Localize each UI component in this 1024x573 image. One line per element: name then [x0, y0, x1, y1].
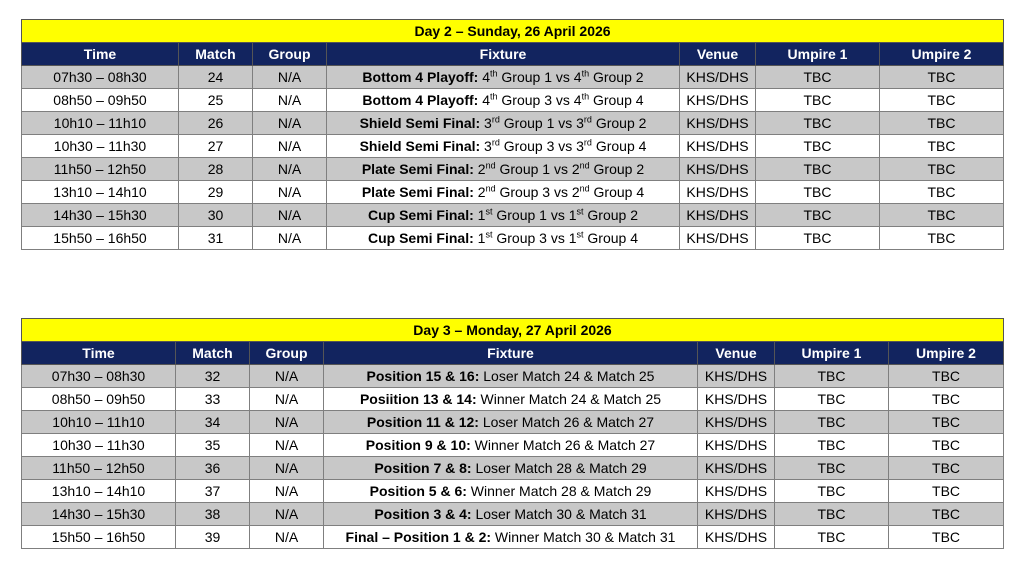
day3-title: Day 3 – Monday, 27 April 2026	[22, 319, 1004, 342]
col-fixture-header: Fixture	[327, 43, 680, 66]
umpire2-cell: TBC	[880, 66, 1004, 89]
match-cell: 29	[179, 181, 253, 204]
ordinal-suffix: st	[576, 229, 584, 240]
fixture-cell	[327, 181, 680, 204]
fixture-cell	[327, 89, 680, 112]
time-cell: 15h50 – 16h50	[22, 227, 179, 250]
match-cell: 25	[179, 89, 253, 112]
col-fixture-header: Fixture	[324, 342, 698, 365]
umpire1-cell: TBC	[775, 388, 889, 411]
umpire2-cell: TBC	[889, 411, 1004, 434]
group-cell: N/A	[253, 89, 327, 112]
fixture-text: Group 2	[589, 69, 644, 85]
group-cell: N/A	[253, 181, 327, 204]
umpire2-cell: TBC	[880, 135, 1004, 158]
fixture-label: Position 9 & 10:	[365, 437, 471, 453]
col-umpire2-header: Umpire 2	[889, 342, 1004, 365]
venue-cell: KHS/DHS	[698, 411, 775, 434]
venue-cell: KHS/DHS	[680, 89, 756, 112]
table-row	[22, 204, 1004, 227]
umpire2-cell: TBC	[880, 227, 1004, 250]
venue-cell: KHS/DHS	[698, 457, 775, 480]
group-cell: N/A	[250, 503, 324, 526]
match-cell: 37	[176, 480, 250, 503]
match-cell: 24	[179, 66, 253, 89]
fixture-label: Position 3 & 4:	[374, 506, 472, 522]
group-cell: N/A	[250, 411, 324, 434]
col-match-header: Match	[176, 342, 250, 365]
umpire1-cell: TBC	[756, 204, 880, 227]
fixture-text: Group 1 vs 2	[495, 161, 580, 177]
fixture-text: 2	[473, 161, 486, 177]
match-cell: 39	[176, 526, 250, 549]
time-cell: 08h50 – 09h50	[22, 89, 179, 112]
umpire1-cell: TBC	[775, 480, 889, 503]
table-row	[22, 158, 1004, 181]
time-cell: 07h30 – 08h30	[22, 66, 179, 89]
fixture-text: Group 4	[591, 138, 647, 154]
umpire2-cell: TBC	[889, 457, 1004, 480]
col-venue-header: Venue	[680, 43, 756, 66]
table-row	[22, 434, 1004, 457]
umpire1-cell: TBC	[756, 112, 880, 135]
fixture-cell	[327, 112, 680, 135]
umpire2-cell: TBC	[880, 89, 1004, 112]
venue-cell: KHS/DHS	[698, 503, 775, 526]
fixture-text: Group 3 vs 1	[492, 230, 577, 246]
fixture-cell	[324, 503, 698, 526]
fixture-text: Loser Match 28 & Match 29	[471, 460, 647, 476]
umpire1-cell: TBC	[775, 526, 889, 549]
umpire2-cell: TBC	[880, 112, 1004, 135]
venue-cell: KHS/DHS	[680, 158, 756, 181]
ordinal-suffix: nd	[485, 160, 496, 171]
fixture-text: Group 1 vs 4	[497, 69, 582, 85]
match-cell: 30	[179, 204, 253, 227]
col-time-header: Time	[22, 43, 179, 66]
fixture-label: Position 11 & 12:	[366, 414, 479, 430]
time-cell: 13h10 – 14h10	[22, 181, 179, 204]
match-cell: 31	[179, 227, 253, 250]
fixture-text: Group 4	[589, 92, 644, 108]
match-cell: 36	[176, 457, 250, 480]
col-group-header: Group	[250, 342, 324, 365]
ordinal-suffix: th	[581, 91, 590, 102]
group-cell: N/A	[250, 457, 324, 480]
table-row	[22, 457, 1004, 480]
fixture-text: Winner Match 24 & Match 25	[476, 391, 662, 407]
time-cell: 15h50 – 16h50	[22, 526, 176, 549]
fixture-cell	[324, 457, 698, 480]
fixture-text: 1	[473, 207, 486, 223]
fixture-cell	[327, 204, 680, 227]
venue-cell: KHS/DHS	[680, 181, 756, 204]
umpire1-cell: TBC	[756, 135, 880, 158]
fixture-label: Posiition 13 & 14:	[359, 391, 477, 407]
umpire2-cell: TBC	[889, 526, 1004, 549]
day2-title: Day 2 – Sunday, 26 April 2026	[22, 20, 1004, 43]
day2-title-row	[22, 20, 1004, 43]
table-row	[22, 388, 1004, 411]
time-cell: 07h30 – 08h30	[22, 365, 176, 388]
table-row	[22, 480, 1004, 503]
fixture-label: Position 5 & 6:	[369, 483, 467, 499]
fixture-label: Bottom 4 Playoff:	[362, 69, 479, 85]
col-match-header: Match	[179, 43, 253, 66]
fixture-text: Group 4	[583, 230, 639, 246]
ordinal-suffix: nd	[579, 183, 590, 194]
ordinal-suffix: st	[485, 229, 493, 240]
fixture-label: Position 7 & 8:	[374, 460, 472, 476]
group-cell: N/A	[253, 204, 327, 227]
umpire2-cell: TBC	[880, 204, 1004, 227]
group-cell: N/A	[250, 388, 324, 411]
ordinal-suffix: rd	[491, 137, 500, 148]
fixture-text: 3	[480, 138, 492, 154]
group-cell: N/A	[250, 480, 324, 503]
fixture-cell	[324, 434, 698, 457]
umpire1-cell: TBC	[775, 434, 889, 457]
venue-cell: KHS/DHS	[698, 526, 775, 549]
match-cell: 34	[176, 411, 250, 434]
table-row	[22, 411, 1004, 434]
venue-cell: KHS/DHS	[680, 135, 756, 158]
umpire1-cell: TBC	[756, 227, 880, 250]
fixture-text: 2	[473, 184, 486, 200]
table-row	[22, 112, 1004, 135]
ordinal-suffix: st	[485, 206, 493, 217]
venue-cell: KHS/DHS	[698, 388, 775, 411]
fixture-cell	[324, 365, 698, 388]
fixture-text: Loser Match 24 & Match 25	[479, 368, 655, 384]
fixture-text: Group 4	[589, 184, 645, 200]
fixture-cell	[324, 411, 698, 434]
fixture-text: Group 3 vs 2	[495, 184, 580, 200]
ordinal-suffix: rd	[583, 114, 592, 125]
table-row	[22, 227, 1004, 250]
fixture-cell	[324, 388, 698, 411]
time-cell: 14h30 – 15h30	[22, 503, 176, 526]
umpire1-cell: TBC	[775, 503, 889, 526]
match-cell: 35	[176, 434, 250, 457]
fixture-text: 4	[478, 69, 490, 85]
match-cell: 27	[179, 135, 253, 158]
venue-cell: KHS/DHS	[698, 434, 775, 457]
umpire1-cell: TBC	[775, 365, 889, 388]
fixture-label: Position 15 & 16:	[366, 368, 480, 384]
ordinal-suffix: nd	[485, 183, 496, 194]
fixture-cell	[327, 135, 680, 158]
umpire1-cell: TBC	[775, 411, 889, 434]
fixture-text: Loser Match 26 & Match 27	[478, 414, 655, 430]
fixture-text: 1	[473, 230, 486, 246]
fixture-cell	[327, 66, 680, 89]
fixture-cell	[324, 480, 698, 503]
day2-header-row	[22, 43, 1004, 66]
ordinal-suffix: rd	[583, 137, 592, 148]
ordinal-suffix: nd	[579, 160, 590, 171]
umpire2-cell: TBC	[889, 434, 1004, 457]
group-cell: N/A	[253, 227, 327, 250]
group-cell: N/A	[253, 158, 327, 181]
umpire1-cell: TBC	[756, 89, 880, 112]
col-umpire1-header: Umpire 1	[756, 43, 880, 66]
umpire2-cell: TBC	[889, 365, 1004, 388]
table-row	[22, 526, 1004, 549]
col-venue-header: Venue	[698, 342, 775, 365]
fixture-cell	[327, 227, 680, 250]
fixture-text: Group 3 vs 3	[499, 138, 584, 154]
table-row	[22, 66, 1004, 89]
fixture-text: Loser Match 30 & Match 31	[471, 506, 647, 522]
fixture-text: Group 2	[589, 161, 645, 177]
table-row	[22, 365, 1004, 388]
fixture-text: Group 2	[591, 115, 647, 131]
match-cell: 38	[176, 503, 250, 526]
match-cell: 28	[179, 158, 253, 181]
venue-cell: KHS/DHS	[680, 112, 756, 135]
group-cell: N/A	[253, 135, 327, 158]
match-cell: 32	[176, 365, 250, 388]
table-row	[22, 181, 1004, 204]
fixture-label: Shield Semi Final:	[359, 138, 481, 154]
ordinal-suffix: rd	[491, 114, 500, 125]
group-cell: N/A	[253, 66, 327, 89]
fixture-text: Group 3 vs 4	[497, 92, 582, 108]
fixture-cell	[324, 526, 698, 549]
ordinal-suffix: th	[581, 68, 590, 79]
fixture-text: Winner Match 28 & Match 29	[466, 483, 652, 499]
fixture-label: Final – Position 1 & 2:	[345, 529, 492, 545]
time-cell: 14h30 – 15h30	[22, 204, 179, 227]
umpire1-cell: TBC	[756, 66, 880, 89]
venue-cell: KHS/DHS	[698, 480, 775, 503]
fixture-label: Cup Semi Final:	[367, 230, 474, 246]
umpire1-cell: TBC	[756, 181, 880, 204]
time-cell: 11h50 – 12h50	[22, 457, 176, 480]
venue-cell: KHS/DHS	[680, 66, 756, 89]
col-time-header: Time	[22, 342, 176, 365]
ordinal-suffix: th	[490, 91, 498, 102]
day3-header-row	[22, 342, 1004, 365]
umpire2-cell: TBC	[889, 388, 1004, 411]
time-cell: 13h10 – 14h10	[22, 480, 176, 503]
umpire2-cell: TBC	[889, 480, 1004, 503]
col-umpire1-header: Umpire 1	[775, 342, 889, 365]
fixture-label: Bottom 4 Playoff:	[362, 92, 479, 108]
fixture-text: 3	[480, 115, 492, 131]
col-umpire2-header: Umpire 2	[880, 43, 1004, 66]
table-row	[22, 503, 1004, 526]
fixture-label: Plate Semi Final:	[361, 161, 474, 177]
fixture-text: Group 1 vs 3	[499, 115, 584, 131]
group-cell: N/A	[250, 365, 324, 388]
ordinal-suffix: th	[490, 68, 498, 79]
time-cell: 10h30 – 11h30	[22, 135, 179, 158]
ordinal-suffix: st	[576, 206, 584, 217]
fixture-label: Shield Semi Final:	[359, 115, 481, 131]
fixture-text: 4	[478, 92, 490, 108]
umpire1-cell: TBC	[756, 158, 880, 181]
time-cell: 10h10 – 11h10	[22, 411, 176, 434]
venue-cell: KHS/DHS	[680, 227, 756, 250]
match-cell: 26	[179, 112, 253, 135]
group-cell: N/A	[253, 112, 327, 135]
col-group-header: Group	[253, 43, 327, 66]
fixture-label: Plate Semi Final:	[361, 184, 474, 200]
umpire2-cell: TBC	[880, 158, 1004, 181]
time-cell: 08h50 – 09h50	[22, 388, 176, 411]
fixture-text: Winner Match 26 & Match 27	[470, 437, 656, 453]
match-cell: 33	[176, 388, 250, 411]
day2-schedule-table	[21, 19, 1004, 250]
group-cell: N/A	[250, 526, 324, 549]
day3-schedule-table	[21, 318, 1004, 549]
table-row	[22, 89, 1004, 112]
fixture-cell	[327, 158, 680, 181]
fixture-label: Cup Semi Final:	[367, 207, 474, 223]
table-row	[22, 135, 1004, 158]
time-cell: 10h10 – 11h10	[22, 112, 179, 135]
fixture-text: Winner Match 30 & Match 31	[491, 529, 676, 545]
venue-cell: KHS/DHS	[698, 365, 775, 388]
time-cell: 10h30 – 11h30	[22, 434, 176, 457]
group-cell: N/A	[250, 434, 324, 457]
umpire2-cell: TBC	[889, 503, 1004, 526]
time-cell: 11h50 – 12h50	[22, 158, 179, 181]
fixture-text: Group 1 vs 1	[492, 207, 577, 223]
fixture-text: Group 2	[583, 207, 639, 223]
day3-title-row	[22, 319, 1004, 342]
umpire1-cell: TBC	[775, 457, 889, 480]
venue-cell: KHS/DHS	[680, 204, 756, 227]
umpire2-cell: TBC	[880, 181, 1004, 204]
